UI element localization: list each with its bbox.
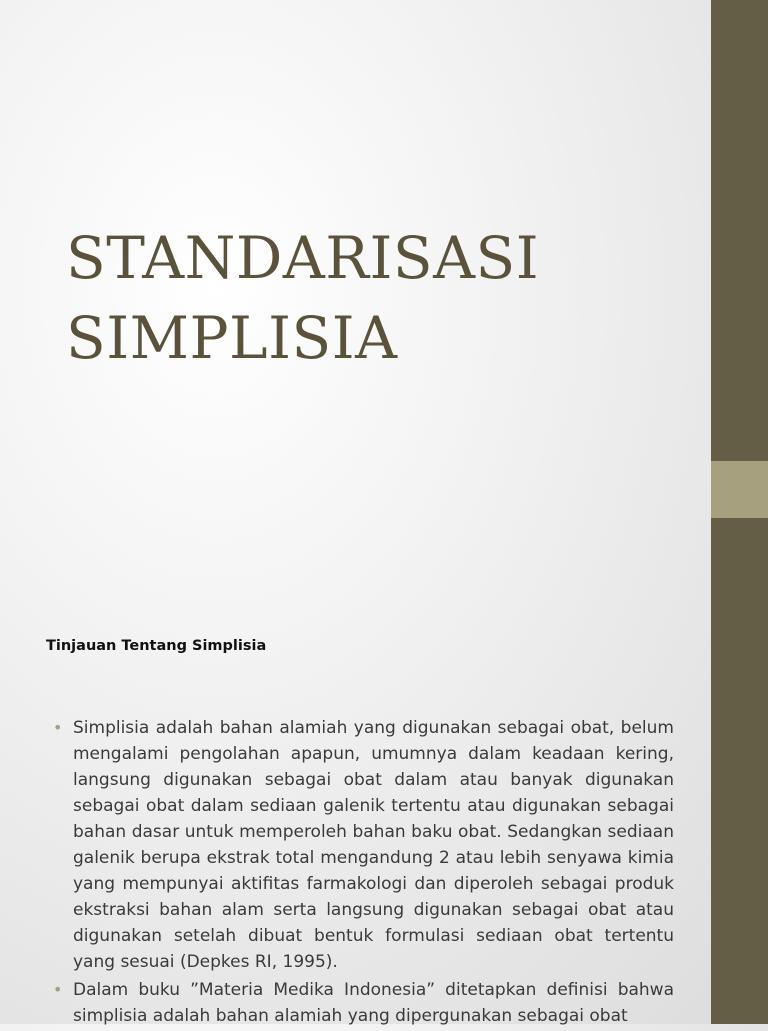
bullet-item xyxy=(50,977,674,1029)
slide-title: STANDARISASI SIMPLISIA xyxy=(66,224,540,372)
bullet-text: Simplisia adalah bahan alamiah yang digunakan sebagai obat, belum mengalami pengolahan apapun, umumnya dalam keadaan kering, langsung digunakan sebagai obat dalam atau banyak digunakan sebagai obat dalam sediaan galenik tertentu atau digunakan sebagai bahan dasar untuk memperoleh bahan baku obat. Sedangkan sediaan galenik berupa ekstrak total mengandung 2 atau lebih senyawa kimia yang mempunyai aktifitas farmakologi dan diperoleh sebagai produk ekstraksi bahan alam serta langsung digunakan sebagai obat atau digunakan setelah dibuat bentuk formulasi sediaan obat tertentu yang sesuai (Depkes RI, 1995). xyxy=(73,718,674,972)
right-accent-square xyxy=(711,461,768,518)
bullet-list xyxy=(50,715,674,1031)
bullet-icon: • xyxy=(53,718,63,737)
slide-subtitle: Tinjauan Tentang Simplisia xyxy=(46,638,267,654)
bullet-icon: • xyxy=(53,980,63,999)
bullet-text: Dalam buku ”Materia Medika Indonesia” ditetapkan definisi bahwa simplisia adalah bahan alamiah yang dipergunakan sebagai obat xyxy=(73,980,674,1026)
bullet-item xyxy=(50,715,674,975)
